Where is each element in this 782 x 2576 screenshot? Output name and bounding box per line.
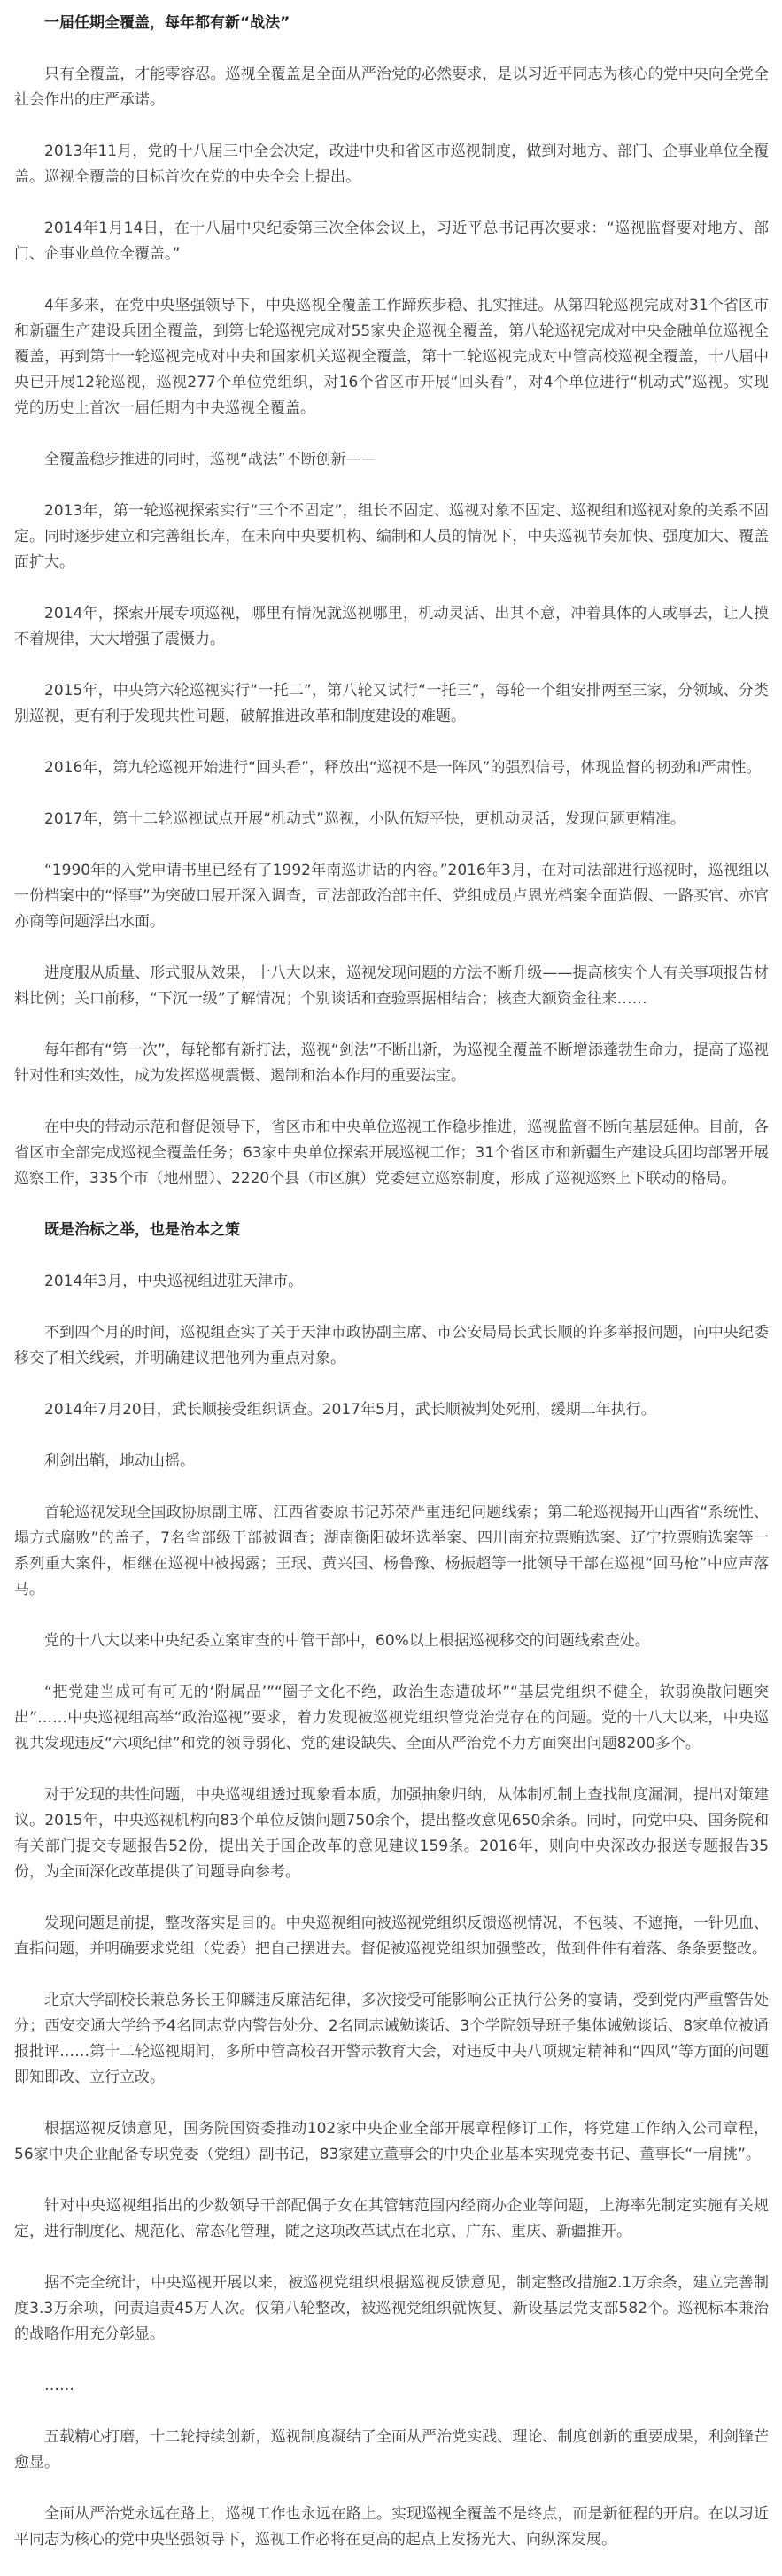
section-heading-full-coverage: 一届任期全覆盖，每年都有新“战法” [44,14,290,32]
paragraph-ellipsis: …… [44,2377,74,2394]
paragraph: 进度服从质量、形式服从效果，十八大以来，巡视发现问题的方法不断升级——提高核实个人有关事项报告材料比例；关口前移，“下沉一级”了解情况；个别谈话和查验票据相结合；核查大额资金往来…… [14,964,769,1008]
paragraph: 2014年3月，中央巡视组进驻天津市。 [44,1273,304,1290]
paragraph: 4年多来，在党中央坚强领导下，中央巡视全覆盖工作蹄疾步稳、扎实推进。从第四轮巡视完成对31个省区市和新疆生产建设兵团全覆盖，到第七轮巡视完成对55家央企巡视全覆盖，第八轮巡视完成对中央金融单位巡视全覆盖，再到第十一轮巡视完成对中央和国家机关巡视全覆盖，第十二轮巡视完成对中管高校巡视全覆盖，十八届中央已开展12轮巡视，巡视277个单位党组织，对16个省区市开展“回头看”，对4个单位进行“机动式”巡视。实现党的历史上首次一届任期内中央巡视全覆盖。 [14,297,769,417]
paragraph: 北京大学副校长兼总务长王仰麟违反廉洁纪律，多次接受可能影响公正执行公务的宴请，受到党内严重警告处分；西安交通大学给予4名同志党内警告处分、2名同志诫勉谈话、3个学院领导班子集体诫勉谈话、8家单位被通报批评……第十二轮巡视期间，多所中管高校召开警示教育大会，对违反中央八项规定精神和“四风”等方面的问题即知即改、立行立改。 [14,1992,769,2086]
paragraph: 全面从严治党永远在路上，巡视工作也永远在路上。实现巡视全覆盖不是终点，而是新征程的开启。在以习近平同志为核心的党中央坚强领导下，巡视工作必将在更高的起点上发扬光大、向纵深发展。 [14,2505,769,2549]
paragraph: 只有全覆盖，才能零容忍。巡视全覆盖是全面从严治党的必然要求，是以习近平同志为核心的党中央向全党全社会作出的庄严承诺。 [14,66,769,109]
paragraph: “把党建当成可有可无的‘附属品’”“圈子文化不绝，政治生态遭破坏”“基层党组织不健全，软弱涣散问题突出”……中央巡视组高举“政治巡视”要求，着力发现被巡视党组织管党治党存在的问题。党的十八大以来，中央巡视共发现违反“六项纪律”和党的领导弱化、党的建设缺失、全面从严治党不力方面突出问题8200多个。 [14,1683,769,1752]
paragraph: 2016年，第九轮巡视开始进行“回头看”，释放出“巡视不是一阵风”的强烈信号，体现监督的韧劲和严肃性。 [44,759,762,777]
paragraph: 据不完全统计，中央巡视开展以来，被巡视党组织根据巡视反馈意见，制定整改措施2.1万余条，建立完善制度3.3万余项，问责追责45万人次。仅第八轮整改，被巡视党组织就恢复、新设基层党支部582个。巡视标本兼治的战略作用充分彰显。 [14,2274,769,2343]
paragraph: 针对中央巡视组指出的少数领导干部配偶子女在其管辖范围内经商办企业等问题，上海率先制定实施有关规定，进行制度化、规范化、常态化管理，随之这项改革试点在北京、广东、重庆、新疆推开。 [14,2197,769,2240]
paragraph: 五载精心打磨，十二轮持续创新，巡视制度凝结了全面从严治党实践、理论、制度创新的重要成果，利剑锋芒愈显。 [14,2428,769,2472]
paragraph: 发现问题是前提，整改落实是目的。中央巡视组向被巡视党组织反馈巡视情况，不包装、不遮掩，一针见血、直指问题，并明确要求党组（党委）把自己摆进去。督促被巡视党组织加强整改，做到件件有着落、条条要整改。 [14,1915,769,1958]
paragraph: 2015年，中央第六轮巡视实行“一托二”，第八轮又试行“一托三”，每轮一个组安排两至三家，分领域、分类别巡视，更有利于发现共性问题，破解推进改革和制度建设的难题。 [14,682,769,725]
paragraph: 2013年，第一轮巡视探索实行“三个不固定”，组长不固定、巡视对象不固定、巡视组和巡视对象的关系不固定。同时逐步建立和完善组长库，在未向中央要机构、编制和人员的情况下，中央巡视节奏加快、强度加大、覆盖面扩大。 [14,502,769,571]
paragraph: 利剑出鞘，地动山摇。 [44,1452,195,1470]
paragraph: 根据巡视反馈意见，国务院国资委推动102家中央企业全部开展章程修订工作，将党建工作纳入公司章程，56家中央企业配备专职党委（党组）副书记，83家建立董事会的中央企业基本实现党委书记、董事长“一肩挑”。 [14,2120,769,2163]
paragraph: “1990年的入党申请书里已经有了1992年南巡讲话的内容。”2016年3月，在对司法部进行巡视时，巡视组以一份档案中的“怪事”为突破口展开深入调查，司法部政治部主任、党组成员卢恩光档案全面造假、一路买官、亦官亦商等问题浮出水面。 [14,862,769,931]
paragraph: 2017年，第十二轮巡视试点开展“机动式”巡视，小队伍短平快，更机动灵活，发现问题更精准。 [44,810,685,828]
paragraph: 党的十八大以来中央纪委立案审查的中管干部中，60%以上根据巡视移交的问题线索查处。 [44,1632,650,1650]
paragraph: 在中央的带动示范和督促领导下，省区市和中央单位巡视工作稳步推进，巡视监督不断向基层延伸。目前，各省区市全部完成巡视全覆盖任务；63家中央单位探索开展巡视工作；31个省区市和新疆生产建设兵团均部署开展巡察工作，335个市（地州盟）、2220个县（市区旗）党委建立巡察制度，形成了巡视巡察上下联动的格局。 [14,1118,769,1187]
paragraph: 每年都有“第一次”，每轮都有新打法，巡视“剑法”不断出新，为巡视全覆盖不断增添蓬勃生命力，提高了巡视针对性和实效性，成为发挥巡视震慑、遏制和治本作用的重要法宝。 [14,1041,769,1085]
paragraph: 对于发现的共性问题，中央巡视组透过现象看本质，加强抽象归纳，从体制机制上查找制度漏洞，提出对策建议。2015年，中央巡视机构向83个单位反馈问题750余个，提出整改意见650余条。同时，向党中央、国务院和有关部门提交专题报告52份，提出关于国企改革的意见建议159条。2016年，则向中央深改办报送专题报告35份，为全面深化改革提供了问题导向参考。 [14,1786,769,1881]
paragraph: 全覆盖稳步推进的同时，巡视“战法”不断创新—— [44,451,376,468]
paragraph: 2014年7月20日，武长顺接受组织调查。2017年5月，武长顺被判处死刑，缓期二年执行。 [44,1401,656,1419]
paragraph: 2014年，探索开展专项巡视，哪里有情况就巡视哪里，机动灵活、出其不意，冲着具体的人或事去，让人摸不着规律，大大增强了震慑力。 [14,605,769,648]
paragraph: 首轮巡视发现全国政协原副主席、江西省委原书记苏荣严重违纪问题线索；第二轮巡视揭开山西省“系统性、塌方式腐败”的盖子，7名省部级干部被调查；湖南衡阳破坏选举案、四川南充拉票贿选案、辽宁拉票贿选案等一系列重大案件，相继在巡视中被揭露；王珉、黄兴国、杨鲁豫、杨振超等一批领导干部在巡视“回马枪”中应声落马。 [14,1504,769,1598]
paragraph: 不到四个月的时间，巡视组查实了关于天津市政协副主席、市公安局局长武长顺的许多举报问题，向中央纪委移交了相关线索，并明确建议把他列为重点对象。 [14,1324,769,1367]
paragraph: 2014年1月14日，在十八届中央纪委第三次全体会议上，习近平总书记再次要求：“巡视监督要对地方、部门、企事业单位全覆盖。” [14,220,769,263]
section-heading-treating-symptoms-and-roots: 既是治标之举，也是治本之策 [44,1221,240,1239]
paragraph: 2013年11月，党的十八届三中全会决定，改进中央和省区市巡视制度，做到对地方、部门、企事业单位全覆盖。巡视全覆盖的目标首次在党的中央全会上提出。 [14,143,769,186]
